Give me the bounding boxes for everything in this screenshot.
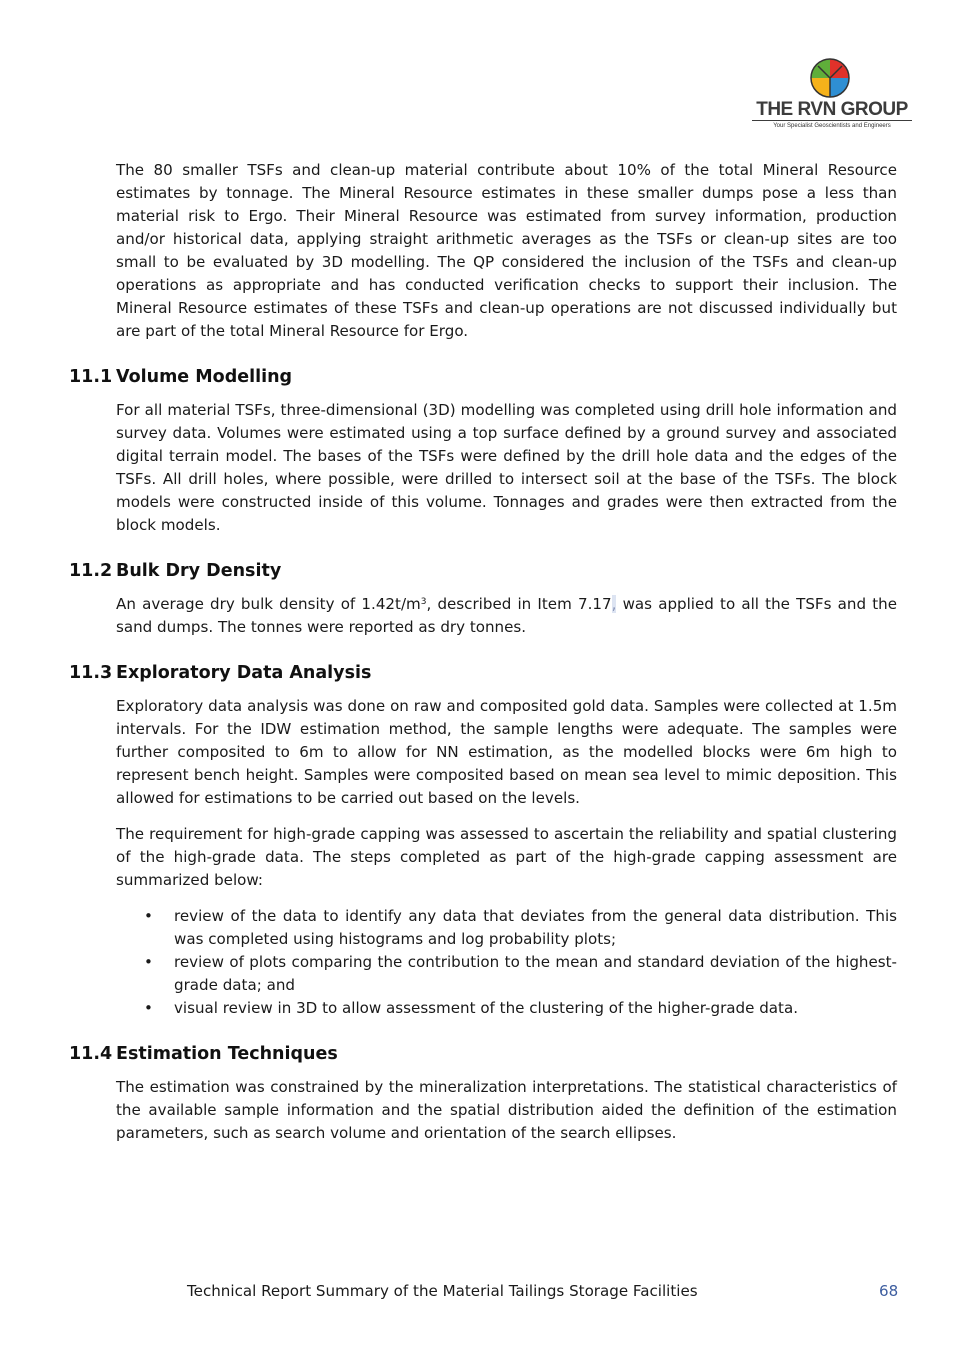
section-title: Estimation Techniques [116,1044,338,1064]
company-logo [752,58,912,130]
section-number: 11.2 [69,561,113,581]
logo-name: THE RVN GROUP [752,100,912,121]
list-item-text: review of plots comparing the contribution to the mean and standard deviation of the highest-grade data; and [174,953,897,994]
section-heading-estimation-techniques [69,1042,897,1066]
bullet-icon: • [144,953,153,971]
section-number: 11.3 [69,663,113,683]
superscript: 3 [420,597,427,607]
section-heading-volume-modelling [69,365,897,389]
logo-tagline: Your Specialist Geoscientists and Engineers [773,123,891,129]
list-item [116,905,897,951]
section-heading-bulk-dry-density [69,559,897,583]
section-number: 11.1 [69,367,113,387]
section-title: Exploratory Data Analysis [116,663,372,683]
list-item [116,997,897,1020]
bulk-density-paragraph [116,593,897,639]
eda-paragraph-1: Exploratory data analysis was done on raw and composited gold data. Samples were collected at 1.5m intervals. For the IDW estimation method, the sample lengths were adequate. The samples were further composited to 6m to allow for NN estimation, as the modelled blocks were 6m high to represent bench height. Samples were composited based on mean sea level to mimic deposition. This allowed for estimations to be carried out based on the levels. [116,697,897,807]
estimation-paragraph: The estimation was constrained by the mineralization interpretations. The statistical characteristics of the available sample information and the spatial distribution aided the definition of the estimation parameters, such as search volume and orientation of the search ellipses. [116,1078,897,1142]
section-number: 11.4 [69,1044,113,1064]
page-footer [0,1281,966,1301]
bulk-density-text: was applied to all the TSFs and the sand dumps. The tonnes were reported as dry tonnes. [116,595,897,636]
section-title: Bulk Dry Density [116,561,282,581]
list-item-text: review of the data to identify any data that deviates from the general data distribution. This was completed using histograms and log probability plots; [174,907,897,948]
document-body [69,159,897,1158]
list-item [116,951,897,997]
footer-title: Technical Report Summary of the Material Tailings Storage Facilities [187,1282,698,1300]
logo-wheel-icon [810,58,850,98]
capping-steps-list [116,905,897,1020]
section-heading-eda [69,661,897,685]
list-item-text: visual review in 3D to allow assessment of the clustering of the higher-grade data. [174,999,798,1017]
eda-paragraph-2: The requirement for high-grade capping was assessed to ascertain the reliability and spatial clustering of the high-grade data. The steps completed as part of the high-grade capping assessment are summarized below: [116,825,897,889]
bulk-density-text: An average dry bulk density of 1.42t/m [116,595,421,613]
bullet-icon: • [144,999,153,1017]
intro-paragraph: The 80 smaller TSFs and clean-up material contribute about 10% of the total Mineral Resource estimates by tonnage. The Mineral Resource estimates in these smaller dumps pose a less than material risk to Ergo. Their Mineral Resource was estimated from survey information, production and/or historical data, applying straight arithmetic averages as the TSFs or clean-up sites are too small to be evaluated by 3D modelling. The QP considered the inclusion of the TSFs and clean-up operations as appropriate and has conducted verification checks to support their inclusion. The Mineral Resource estimates of these TSFs and clean-up operations are not discussed individually but are part of the total Mineral Resource for Ergo. [116,161,897,340]
page-number: 68 [879,1282,899,1300]
section-title: Volume Modelling [116,367,293,387]
highlighted-comma: , [611,595,617,613]
bulk-density-text: , described in Item 7.17 [426,595,612,613]
volume-modelling-paragraph: For all material TSFs, three-dimensional (3D) modelling was completed using drill hole information and survey data. Volumes were estimated using a top surface defined by a ground survey and associated digital terrain model. The bases of the TSFs were defined by the drill hole data and the edges of the TSFs. All drill holes, where possible, were drilled to intersect soil at the base of the TSFs. The block models were constructed inside of this volume. Tonnages and grades were then extracted from the block models. [116,401,897,534]
bullet-icon: • [144,907,153,925]
